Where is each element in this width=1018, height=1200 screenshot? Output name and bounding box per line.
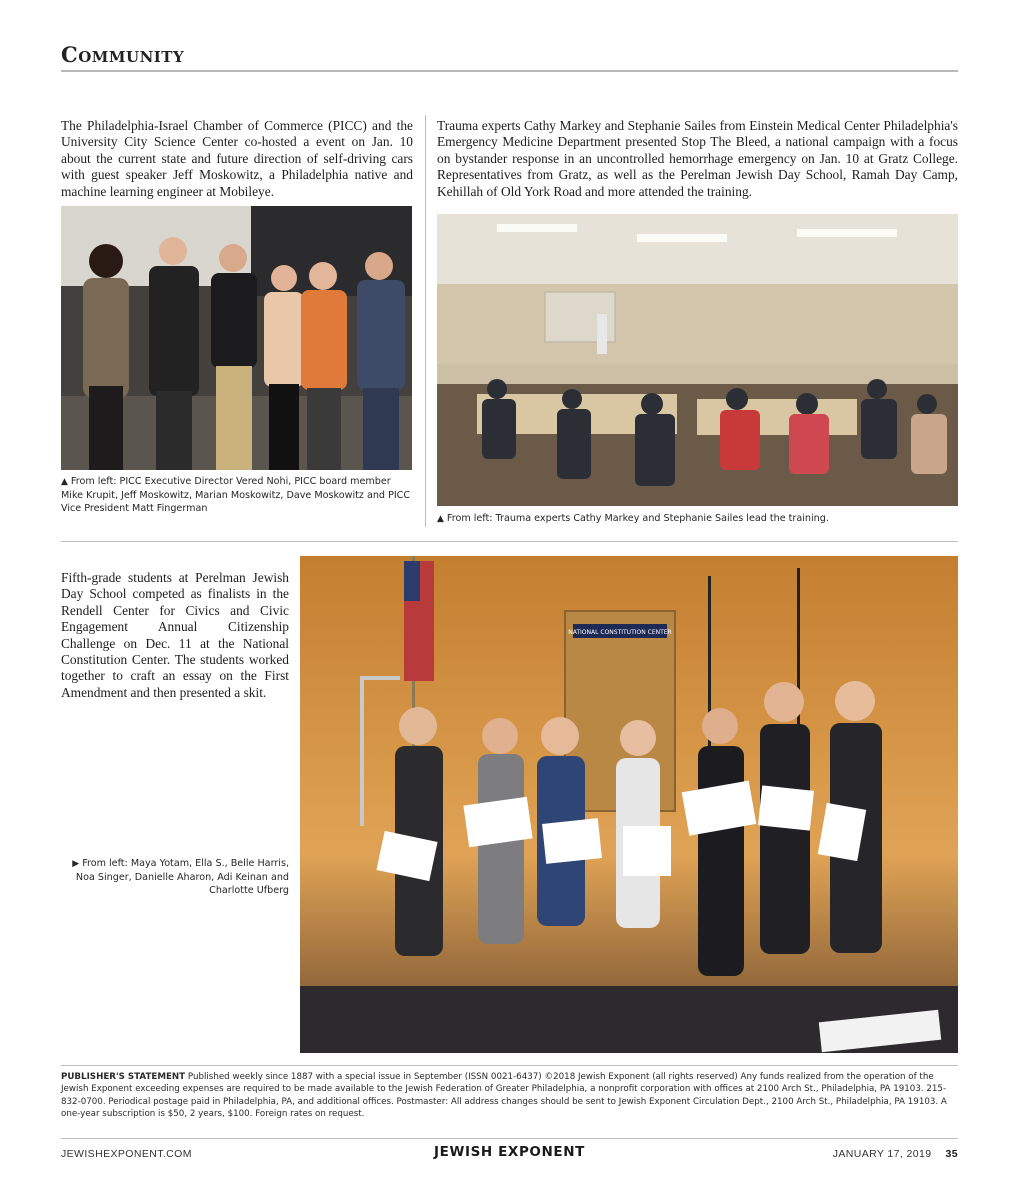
podium-sign: NATIONAL CONSTITUTION CENTER	[568, 629, 672, 636]
publisher-statement	[61, 1065, 958, 1120]
horizontal-divider	[61, 541, 958, 542]
triangle-up-icon: ▲	[61, 477, 68, 487]
section-header	[61, 42, 958, 72]
page-number: 35	[945, 1148, 958, 1160]
photo-picc-group	[61, 206, 412, 470]
column-divider	[425, 115, 426, 527]
story-picc-body: The Philadelphia-Israel Chamber of Commerce (PICC) and the University City Science Center co-hosted a event on Jan. 10 about the current state and future direction of self-driving cars with guest speaker Jeff Moskowitz, a Philadelphia native and machine learning engineer at Mobileye.	[61, 118, 413, 199]
section-title: Community	[61, 42, 185, 67]
story-stop-the-bleed-body: Trauma experts Cathy Markey and Stephanie Sailes from Einstein Medical Center Philadelphia's Emergency Medicine Department presented Stop The Bleed, a national campaign with a focus on bystander response in an uncontrolled hemorrhage emergency on Jan. 10 at Gratz College. Representatives from Gratz, as well as the Perelman Jewish Day School, Ramah Day Camp, Kehillah of Old York Road and more attended the training.	[437, 118, 958, 199]
photo-training-room	[437, 214, 958, 506]
triangle-right-icon: ▶	[72, 859, 80, 869]
footer-date-page	[833, 1148, 958, 1160]
caption-text: From left: Maya Yotam, Ella S., Belle Harris, Noa Singer, Danielle Aharon, Adi Keinan and Charlotte Ufberg	[75, 858, 289, 896]
caption-text: From left: PICC Executive Director Vered Nohi, PICC board member Mike Krupit, Jeff Moskowitz, Marian Moskowitz, Dave Moskowitz and PICC Vice President Matt Fingerman	[61, 476, 411, 514]
story-students-body: Fifth-grade students at Perelman Jewish Day School competed as finalists in the Rendell Center for Civics and Civic Engagement Annual Citizenship Challenge on Dec. 11 at the National Constitution Center. The students worked together to craft an essay on the First Amendment and then presented a skit.	[61, 570, 289, 700]
photo-students-stage	[300, 556, 958, 1053]
photo-training-caption	[437, 512, 958, 526]
publisher-statement-label: PUBLISHER'S STATEMENT	[61, 1072, 186, 1082]
footer-publication: JEWISH EXPONENT	[434, 1144, 585, 1160]
footer-website: JEWISHEXPONENT.COM	[61, 1148, 192, 1160]
publisher-statement-text: Published weekly since 1887 with a special issue in September (ISSN 0021-6437) ©2018 Jewish Exponent (all rights reserved) Any funds realized from the operation of the Jewish Exponent exceeding expenses are required to be made available to the Jewish Federation of Greater Philadelphia, a nonprofit corporation with offices at 2100 Arch St., Philadelphia, PA 19103. 215-832-0700. Periodical postage paid in Philadelphia, PA, and additional offices. Postmaster: All address changes should be sent to Jewish Exponent Circulation Dept., 2100 Arch St., Philadelphia, PA 19103. A one-year subscription is $50, 2 years, $100. Foreign rates on request.	[61, 1072, 947, 1119]
triangle-up-icon: ▲	[437, 514, 444, 524]
page-footer	[61, 1138, 958, 1164]
caption-text: From left: Trauma experts Cathy Markey and Stephanie Sailes lead the training.	[446, 513, 829, 524]
footer-date: JANUARY 17, 2019	[832, 1148, 932, 1160]
photo-picc-caption	[61, 475, 411, 515]
photo-students-caption	[61, 857, 289, 897]
